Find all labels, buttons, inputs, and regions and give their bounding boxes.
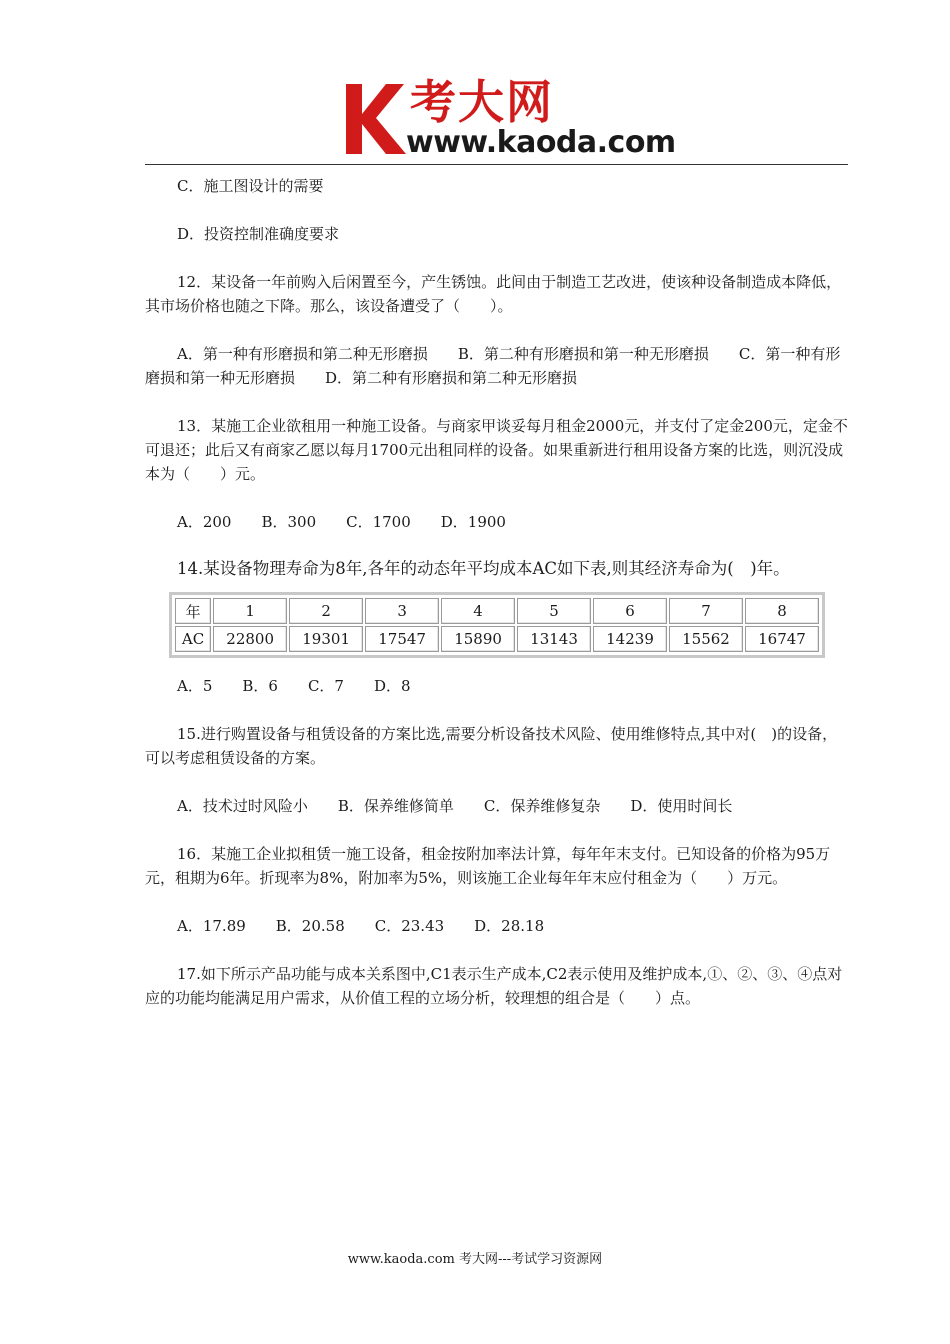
k-logo-mark-icon [340,74,410,158]
table-cell: 5 [517,598,591,624]
table-cell: 16747 [745,626,819,652]
table-cell: 年 [175,598,211,624]
document-body [145,174,850,1010]
question-14-options: A．5 B．6 C．7 D．8 [177,677,411,695]
table-header-row [175,598,819,624]
table-cell: 7 [669,598,743,624]
question-15-options: A．技术过时风险小 B．保养维修简单 C．保养维修复杂 D．使用时间长 [177,797,733,815]
question-15: 15.进行购置设备与租赁设备的方案比选,需要分析设备技术风险、使用维修特点,其中对( )的设备，可以考虑租赁设备的方案。 [145,725,838,767]
table-cell: 3 [365,598,439,624]
table-cell: 15562 [669,626,743,652]
question-17: 17.如下所示产品功能与成本关系图中,C1表示生产成本,C2表示使用及维护成本,①、②、③、④点对应的功能均能满足用户需求，从价值工程的立场分析，较理想的组合是（ ）点。 [145,965,843,1007]
table-cell: 22800 [213,626,287,652]
question-12: 12．某设备一年前购入后闲置至今，产生锈蚀。此间由于制造工艺改进，使该种设备制造成本降低，其市场价格也随之下降。那么，该设备遭受了（ ）。 [145,273,842,315]
table-cell: 6 [593,598,667,624]
question-14: 14.某设备物理寿命为8年,各年的动态年平均成本AC如下表,则其经济寿命为( )年。 [177,559,790,578]
table-cell: 15890 [441,626,515,652]
option-c-line: C．施工图设计的需要 [177,177,324,195]
logo-chinese-name: 考大网 [410,75,554,129]
table-cell: 1 [213,598,287,624]
table-cell: 2 [289,598,363,624]
table-cell: AC [175,626,211,652]
question-12-options: A．第一种有形磨损和第二种无形磨损 B．第二种有形磨损和第一种无形磨损 C．第一种有形磨损和第一种无形磨损 D．第二种有形磨损和第二种无形磨损 [145,345,841,387]
option-d-line: D．投资控制准确度要求 [177,225,340,243]
table-cell: 4 [441,598,515,624]
table-cell: 19301 [289,626,363,652]
table-row [175,626,819,652]
question-16-options: A．17.89 B．20.58 C．23.43 D．28.18 [177,917,545,935]
header-divider [145,164,848,165]
table-cell: 13143 [517,626,591,652]
ac-table [169,592,825,658]
table-cell: 17547 [365,626,439,652]
table-cell: 14239 [593,626,667,652]
question-16: 16．某施工企业拟租赁一施工设备，租金按附加率法计算，每年年末支付。已知设备的价格为95万元，租期为6年。折现率为8%，附加率为5%，则该施工企业每年年末应付租金为（ ）万元。 [145,845,831,887]
question-13: 13．某施工企业欲租用一种施工设备。与商家甲谈妥每月租金2000元，并支付了定金200元，定金不可退还；此后又有商家乙愿以每月1700元出租同样的设备。如果重新进行租用设备方案的比选，则沉没成本为（ ）元。 [145,417,848,483]
question-13-options: A．200 B．300 C．1700 D．1900 [177,513,506,531]
table-cell: 8 [745,598,819,624]
logo-url: www.kaoda.com [406,125,676,160]
page-footer: www.kaoda.com 考大网---考试学习资源网 [347,1252,603,1267]
kaoda-logo [340,74,676,160]
